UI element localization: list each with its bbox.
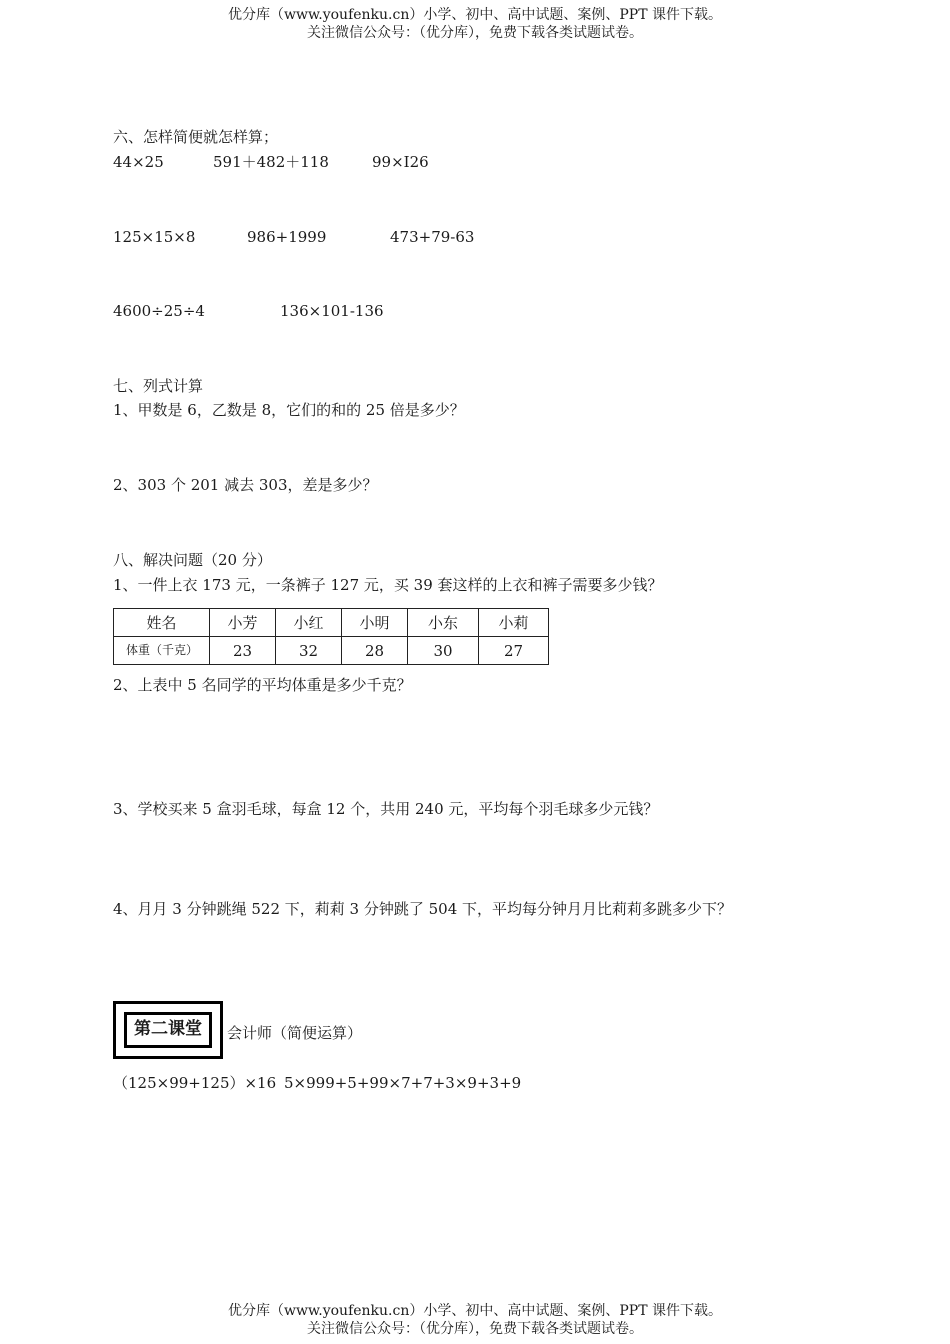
table-cell-header: 小明 [342, 609, 408, 637]
table-cell-name-header: 姓名 [114, 609, 210, 637]
section-6-title: 六、怎样简便就怎样算； [113, 128, 279, 146]
section-7-question-1: 1、甲数是 6，乙数是 8，它们的和的 25 倍是多少？ [113, 401, 465, 419]
header-line-2: 关注微信公众号：（优分库），免费下载各类试题试卷。 [307, 25, 643, 41]
table-cell-value: 27 [479, 637, 549, 665]
footer-line-2: 关注微信公众号：（优分库），免费下载各类试题试卷。 [307, 1321, 643, 1337]
extra-title: 会计师（简便运算） [227, 1024, 363, 1042]
section-8-question-2: 2、上表中 5 名同学的平均体重是多少千克？ [113, 676, 412, 694]
footer-line-1: 优分库（www.youfenku.cn）小学、初中、高中试题、案例、PPT 课件下载。 [227, 1303, 722, 1319]
extra-expr-1: （125×99+125）×16 [113, 1074, 277, 1092]
expr-44x25: 44×25 [113, 153, 164, 171]
table-cell-value: 30 [408, 637, 479, 665]
section-8-question-3: 3、学校买来 5 盒羽毛球，每盒 12 个，共用 240 元，平均每个羽毛球多少元钱？ [113, 800, 659, 818]
expr-125x15x8: 125×15×8 [113, 228, 196, 246]
table-cell-value: 23 [210, 637, 276, 665]
table-cell-value: 32 [276, 637, 342, 665]
section-7-title: 七、列式计算 [113, 377, 204, 395]
section-8-question-4: 4、月月 3 分钟跳绳 522 下，莉莉 3 分钟跳了 504 下，平均每分钟月月比莉莉多跳多少下？ [113, 900, 733, 918]
table-cell-header: 小芳 [210, 609, 276, 637]
extra-expr-2: 5×999+5+99×7+7+3×9+3+9 [284, 1074, 522, 1092]
expr-99x126: 99×I26 [372, 153, 429, 171]
table-cell-weight-label: 体重（千克） [114, 637, 210, 665]
header-line-1: 优分库（www.youfenku.cn）小学、初中、高中试题、案例、PPT 课件下载。 [227, 7, 722, 23]
table-row [114, 637, 549, 665]
expr-136x101-136: 136×101-136 [280, 302, 384, 320]
table-cell-header: 小红 [276, 609, 342, 637]
weight-table [113, 608, 549, 665]
table-cell-header: 小东 [408, 609, 479, 637]
expr-4600-25-4: 4600÷25÷4 [113, 302, 205, 320]
expr-986-1999: 986+1999 [247, 228, 327, 246]
table-cell-header: 小莉 [479, 609, 549, 637]
expr-591-482-118: 591＋482＋118 [213, 153, 329, 171]
expr-473-79-63: 473+79-63 [390, 228, 475, 246]
table-cell-value: 28 [342, 637, 408, 665]
section-8-question-1: 1、一件上衣 173 元，一条裤子 127 元，买 39 套这样的上衣和裤子需要多少钱？ [113, 576, 663, 594]
section-8-title: 八、解决问题（20 分） [113, 551, 272, 569]
table-row [114, 609, 549, 637]
section-7-question-2: 2、303 个 201 减去 303，差是多少？ [113, 476, 378, 494]
stamp-label: 第二课堂 [134, 1019, 202, 1039]
stamp-box [113, 1001, 223, 1059]
